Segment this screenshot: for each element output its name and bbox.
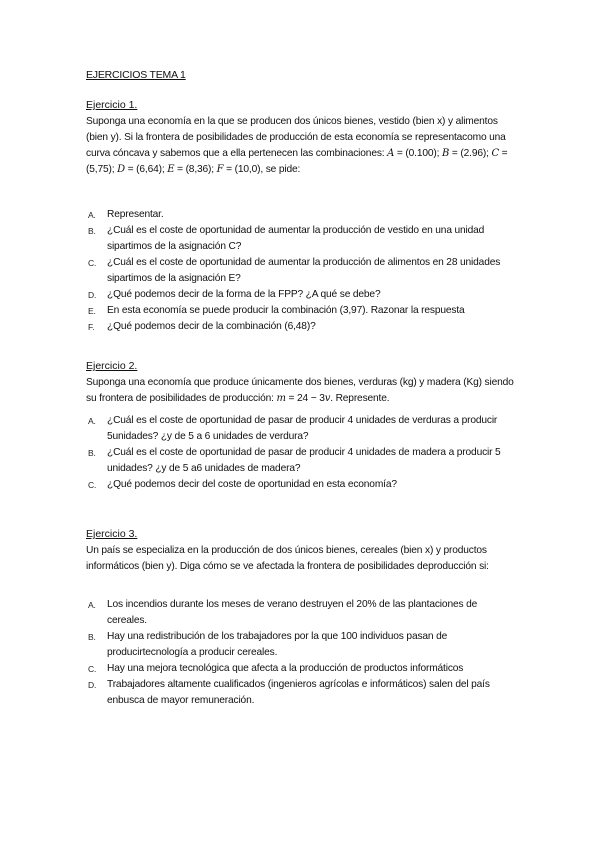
- list-item: D. ¿Qué podemos decir de la forma de la FPP? ¿A qué se debe?: [88, 289, 381, 300]
- exercise-2-statement-end: . Represente.: [330, 393, 390, 404]
- point-e: E = (8,36);: [167, 164, 214, 175]
- list-item: A. Los incendios durante los meses de verano destruyen el 20% de las plantaciones de cereales.: [88, 599, 478, 626]
- ppf-equation: m = 24 − 3v: [276, 393, 331, 404]
- exercise-1-statement-end: , se pide:: [260, 164, 301, 175]
- point-a: A = (0.100);: [387, 148, 440, 159]
- list-item: C. ¿Qué podemos decir del coste de oportunidad en esta economía?: [88, 479, 397, 490]
- point-f: F = (10,0): [216, 164, 261, 175]
- exercise-1-questions: [86, 207, 516, 335]
- exercise-2-statement-text: Suponga una economía que produce únicamente dos bienes, verduras (kg) y madera (Kg) siendo su frontera de posibilidades de producción:: [86, 377, 514, 404]
- point-b: B = (2.96);: [442, 148, 489, 159]
- list-item: E. En esta economía se puede producir la combinación (3,97). Razonar la respuesta: [88, 305, 465, 316]
- exercise-1-statement-text: Suponga una economía en la que se producen dos únicos bienes, vestido (bien x) y alimentos (bien y). Si la frontera de posibilidades de producción de esta economía se representacomo una curva cóncava y sabemos que a ella pertenecen las combinaciones:: [86, 116, 506, 159]
- list-item: B. Hay una redistribución de los trabajadores por la que 100 individuos pasan de producirtecnología a producir cereales.: [88, 631, 448, 658]
- list-item: A. ¿Cuál es el coste de oportunidad de pasar de producir 4 unidades de verduras a producir 5unidades? ¿y de 5 a 6 unidades de verdura?: [88, 415, 498, 442]
- exercise-1-heading: Ejercicio 1.: [86, 99, 138, 111]
- point-d: D = (6,64);: [117, 164, 165, 175]
- list-item: D. Trabajadores altamente cualificados (ingenieros agrícolas e informáticos) salen del país enbusca de mayor remuneración.: [88, 679, 490, 706]
- exercise-2-statement: [86, 375, 516, 407]
- exercise-2-questions: [86, 413, 516, 493]
- exercise-3-questions: [86, 597, 516, 709]
- list-item: B. ¿Cuál es el coste de oportunidad de aumentar la producción de vestido en una unidad sipartimos de la asignación C?: [88, 225, 485, 252]
- list-item: B. ¿Cuál es el coste de oportunidad de pasar de producir 4 unidades de madera a producir 5 unidades? ¿y de 5 a6 unidades de madera?: [88, 447, 501, 474]
- exercise-1-statement: [86, 114, 516, 178]
- list-item: C. Hay una mejora tecnológica que afecta a la producción de productos informáticos: [88, 663, 464, 674]
- exercise-3-statement: Un país se especializa en la producción de dos únicos bienes, cereales (bien x) y productos informáticos (bien y). Diga cómo se ve afectada la frontera de posibilidades deproducción si:: [86, 545, 489, 572]
- point-c: C = (5,75);: [86, 148, 508, 175]
- exercise-3-heading: Ejercicio 3.: [86, 528, 138, 540]
- document-title: EJERCICIOS TEMA 1: [86, 69, 186, 81]
- exercise-2-heading: Ejercicio 2.: [86, 360, 138, 372]
- list-item: A. Representar.: [88, 209, 164, 220]
- list-item: C. ¿Cuál es el coste de oportunidad de aumentar la producción de alimentos en 28 unidades sipartimos de la asignación E?: [88, 257, 501, 284]
- list-item: F. ¿Qué podemos decir de la combinación (6,48)?: [88, 321, 316, 332]
